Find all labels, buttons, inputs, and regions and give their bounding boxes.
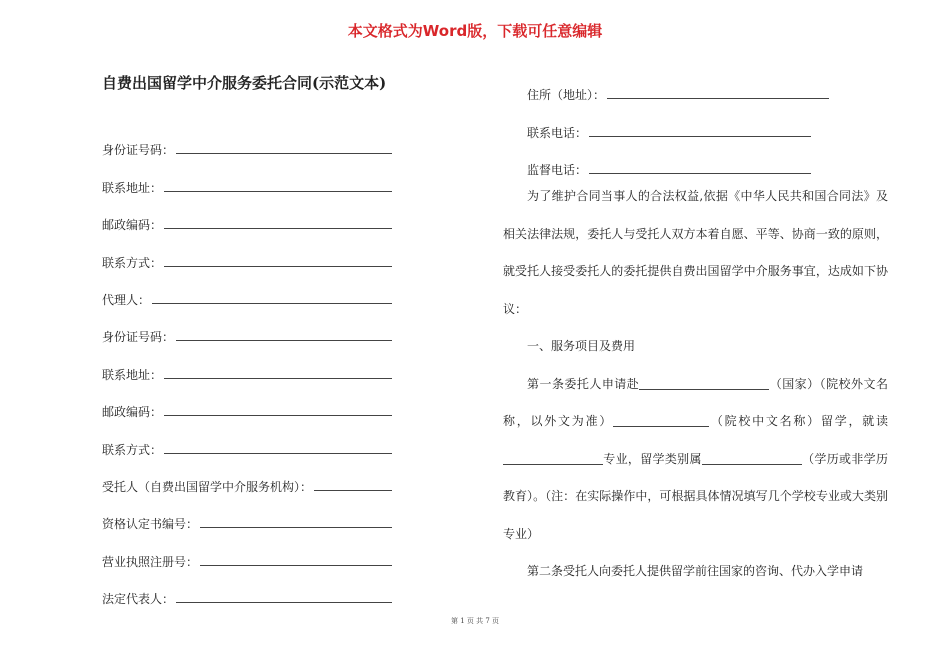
field-row — [102, 345, 392, 382]
field-row — [102, 271, 392, 308]
fill-line — [589, 136, 811, 137]
article-2-paragraph: 第二条受托人向委托人提供留学前往国家的咨询、代办入学申请 — [527, 564, 864, 579]
article-text: 专业，留学类别属 — [603, 451, 702, 466]
field-label: 代理人： — [102, 292, 151, 307]
field-row — [102, 121, 392, 158]
article-text: （学历或非学历教育）。（注：在实际操作中，可根据具体情况填写几个学校专业或大类别专业） — [503, 451, 888, 541]
field-label: 联系地址： — [102, 367, 163, 382]
field-row — [102, 458, 392, 495]
field-label: 联系方式： — [102, 442, 163, 457]
field-label: 营业执照注册号： — [102, 554, 199, 569]
field-row — [102, 570, 392, 607]
intro-paragraph: 为了维护合同当事人的合法权益,依据《中华人民共和国合同法》及相关法律法规，委托人与受托人双方本着自愿、平等、协商一致的原则，就受托人接受委托人的委托提供自费出国留学中介服务事宜，达成如下协议： — [503, 189, 888, 316]
fill-line — [589, 173, 811, 174]
field-label: 监督电话： — [527, 163, 588, 178]
fill-line — [164, 378, 392, 379]
fill-line — [164, 453, 392, 454]
field-label: 身份证号码： — [102, 330, 175, 345]
field-row — [503, 103, 888, 140]
field-row — [102, 308, 392, 345]
field-row — [102, 158, 392, 195]
field-label: 受托人（自费出国留学中介服务机构）： — [102, 479, 313, 494]
article-text: （院校中文名称）留学，就读 — [709, 414, 888, 429]
section-heading: 一、服务项目及费用 — [527, 339, 636, 354]
fill-blank — [702, 451, 802, 465]
field-label: 身份证号码： — [102, 143, 175, 158]
fill-blank — [613, 413, 709, 427]
field-label: 资格认定书编号： — [102, 517, 199, 532]
field-row — [102, 495, 392, 532]
field-label: 联系地址： — [102, 180, 163, 195]
field-label: 法定代表人： — [102, 592, 175, 607]
field-row — [102, 196, 392, 233]
fill-line — [200, 527, 392, 528]
field-row — [102, 383, 392, 420]
fill-blank — [503, 451, 603, 465]
fill-line — [200, 565, 392, 566]
field-label: 联系方式： — [102, 255, 163, 270]
fill-line — [607, 98, 829, 99]
field-row — [503, 141, 888, 178]
field-row — [102, 420, 392, 457]
fill-blank — [639, 376, 769, 390]
fill-line — [176, 153, 392, 154]
fill-line — [152, 303, 392, 304]
fill-line — [314, 490, 392, 491]
document-banner: 本文格式为Word版，下载可任意编辑 — [347, 22, 603, 40]
field-label: 联系电话： — [527, 125, 588, 140]
field-row — [102, 532, 392, 569]
field-label: 邮政编码： — [102, 405, 163, 420]
article-text: 第一条委托人申请赴 — [527, 376, 640, 391]
fill-line — [164, 191, 392, 192]
page-footer: 第 1 页 共 7 页 — [450, 617, 500, 625]
field-label: 住所（地址）： — [527, 88, 606, 103]
document-title: 自费出国留学中介服务委托合同(示范文本) — [102, 74, 387, 92]
fill-line — [164, 266, 392, 267]
right-column — [503, 66, 888, 591]
fill-line — [176, 340, 392, 341]
left-column — [102, 121, 392, 607]
fill-line — [164, 228, 392, 229]
field-label: 邮政编码： — [102, 218, 163, 233]
article-1-paragraph — [503, 366, 888, 554]
fill-line — [164, 415, 392, 416]
fill-line — [176, 602, 392, 603]
article-text: （国家）（院校外文名称，以外文为准） — [503, 376, 888, 429]
field-row — [503, 66, 888, 103]
field-row — [102, 233, 392, 270]
